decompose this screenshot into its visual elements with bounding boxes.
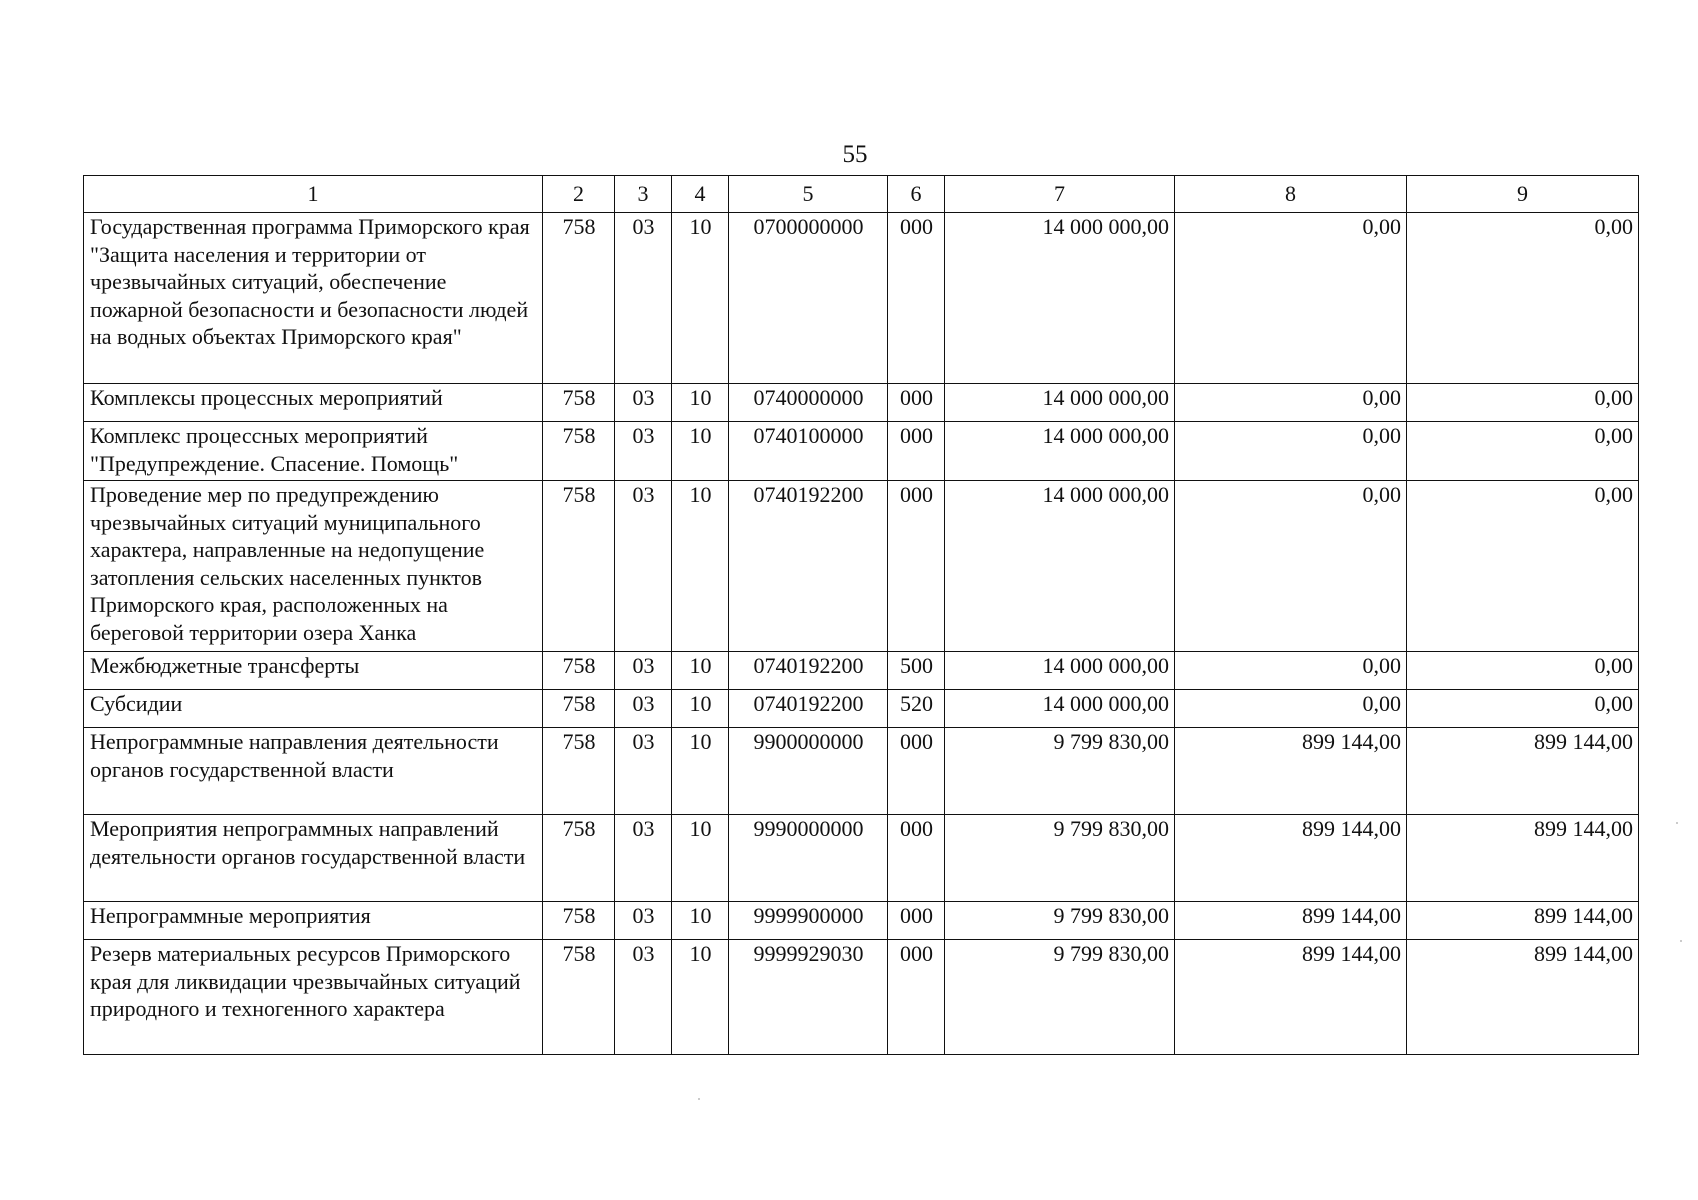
row-amount-7: 14 000 000,00 <box>945 652 1175 690</box>
row-code-4: 10 <box>672 213 729 384</box>
scan-speck <box>698 1098 700 1100</box>
row-code-4: 10 <box>672 384 729 422</box>
row-name: Резерв материальных ресурсов Приморского края для ликвидации чрезвычайных ситуаций природного и техногенного характера <box>84 940 543 1055</box>
row-code-3: 03 <box>615 213 672 384</box>
row-code-5: 0700000000 <box>729 213 888 384</box>
column-header-1: 1 <box>84 176 543 213</box>
row-amount-8: 0,00 <box>1175 652 1407 690</box>
row-amount-7: 14 000 000,00 <box>945 213 1175 384</box>
row-amount-8: 899 144,00 <box>1175 940 1407 1055</box>
table-row <box>84 422 1639 481</box>
row-code-5: 9999929030 <box>729 940 888 1055</box>
table-row <box>84 652 1639 690</box>
table-row <box>84 815 1639 902</box>
row-amount-7: 14 000 000,00 <box>945 422 1175 481</box>
row-code-2: 758 <box>543 690 615 728</box>
row-code-4: 10 <box>672 481 729 652</box>
row-amount-9: 899 144,00 <box>1407 728 1639 815</box>
row-code-5: 0740192200 <box>729 481 888 652</box>
column-header-7: 7 <box>945 176 1175 213</box>
row-amount-7: 14 000 000,00 <box>945 384 1175 422</box>
row-code-5: 9990000000 <box>729 815 888 902</box>
row-code-3: 03 <box>615 652 672 690</box>
row-code-5: 0740192200 <box>729 690 888 728</box>
row-amount-9: 0,00 <box>1407 652 1639 690</box>
row-code-3: 03 <box>615 728 672 815</box>
row-code-3: 03 <box>615 940 672 1055</box>
row-amount-9: 0,00 <box>1407 213 1639 384</box>
page-number: 55 <box>842 141 868 168</box>
row-code-4: 10 <box>672 728 729 815</box>
row-amount-9: 899 144,00 <box>1407 815 1639 902</box>
column-header-4: 4 <box>672 176 729 213</box>
row-code-6: 000 <box>888 481 945 652</box>
row-code-3: 03 <box>615 384 672 422</box>
row-amount-9: 0,00 <box>1407 384 1639 422</box>
budget-table <box>83 175 1639 1055</box>
row-name: Мероприятия непрограммных направлений деятельности органов государственной власти <box>84 815 543 902</box>
scan-speck <box>1676 822 1678 824</box>
row-code-4: 10 <box>672 815 729 902</box>
row-code-6: 000 <box>888 422 945 481</box>
column-header-3: 3 <box>615 176 672 213</box>
column-header-9: 9 <box>1407 176 1639 213</box>
row-code-5: 9999900000 <box>729 902 888 940</box>
row-amount-8: 899 144,00 <box>1175 728 1407 815</box>
row-amount-8: 0,00 <box>1175 481 1407 652</box>
row-code-6: 000 <box>888 213 945 384</box>
row-code-4: 10 <box>672 422 729 481</box>
row-code-4: 10 <box>672 940 729 1055</box>
row-code-6: 000 <box>888 940 945 1055</box>
row-code-3: 03 <box>615 902 672 940</box>
row-code-5: 9900000000 <box>729 728 888 815</box>
row-code-2: 758 <box>543 422 615 481</box>
row-amount-9: 0,00 <box>1407 481 1639 652</box>
row-amount-8: 899 144,00 <box>1175 902 1407 940</box>
row-amount-8: 0,00 <box>1175 690 1407 728</box>
table-row <box>84 728 1639 815</box>
row-amount-8: 899 144,00 <box>1175 815 1407 902</box>
row-name: Непрограммные направления деятельности органов государственной власти <box>84 728 543 815</box>
row-code-3: 03 <box>615 690 672 728</box>
row-code-2: 758 <box>543 728 615 815</box>
row-code-2: 758 <box>543 902 615 940</box>
row-amount-8: 0,00 <box>1175 213 1407 384</box>
row-amount-9: 899 144,00 <box>1407 940 1639 1055</box>
row-code-5: 0740000000 <box>729 384 888 422</box>
row-code-2: 758 <box>543 815 615 902</box>
column-header-2: 2 <box>543 176 615 213</box>
row-code-3: 03 <box>615 815 672 902</box>
row-amount-7: 9 799 830,00 <box>945 940 1175 1055</box>
row-code-6: 000 <box>888 902 945 940</box>
row-amount-7: 9 799 830,00 <box>945 728 1175 815</box>
row-code-6: 000 <box>888 384 945 422</box>
table-row <box>84 690 1639 728</box>
row-amount-9: 0,00 <box>1407 690 1639 728</box>
row-code-3: 03 <box>615 481 672 652</box>
row-name: Субсидии <box>84 690 543 728</box>
row-code-2: 758 <box>543 481 615 652</box>
row-amount-8: 0,00 <box>1175 384 1407 422</box>
row-amount-7: 9 799 830,00 <box>945 815 1175 902</box>
row-amount-7: 14 000 000,00 <box>945 481 1175 652</box>
row-code-5: 0740192200 <box>729 652 888 690</box>
row-code-4: 10 <box>672 690 729 728</box>
row-code-6: 000 <box>888 815 945 902</box>
column-header-6: 6 <box>888 176 945 213</box>
table-row <box>84 213 1639 384</box>
row-amount-8: 0,00 <box>1175 422 1407 481</box>
row-code-2: 758 <box>543 940 615 1055</box>
row-name: Комплексы процессных мероприятий <box>84 384 543 422</box>
row-amount-9: 0,00 <box>1407 422 1639 481</box>
row-name: Непрограммные мероприятия <box>84 902 543 940</box>
row-code-6: 520 <box>888 690 945 728</box>
row-code-6: 500 <box>888 652 945 690</box>
row-code-3: 03 <box>615 422 672 481</box>
row-code-4: 10 <box>672 652 729 690</box>
table-row <box>84 481 1639 652</box>
column-header-8: 8 <box>1175 176 1407 213</box>
row-code-5: 0740100000 <box>729 422 888 481</box>
row-code-2: 758 <box>543 384 615 422</box>
row-amount-9: 899 144,00 <box>1407 902 1639 940</box>
row-name: Проведение мер по предупреждению чрезвычайных ситуаций муниципального характера, направленные на недопущение затопления сельских населенных пунктов Приморского края, расположенных на береговой территории озера Ханка <box>84 481 543 652</box>
scan-speck <box>1680 940 1682 942</box>
column-number-header-row <box>84 176 1639 213</box>
row-code-4: 10 <box>672 902 729 940</box>
table-row <box>84 902 1639 940</box>
row-name: Межбюджетные трансферты <box>84 652 543 690</box>
row-code-2: 758 <box>543 652 615 690</box>
row-name: Государственная программа Приморского края "Защита населения и территории от чрезвычайных ситуаций, обеспечение пожарной безопасности и безопасности людей на водных объектах Приморского края" <box>84 213 543 384</box>
table-row <box>84 384 1639 422</box>
row-amount-7: 14 000 000,00 <box>945 690 1175 728</box>
row-code-6: 000 <box>888 728 945 815</box>
row-name: Комплекс процессных мероприятий "Предупреждение. Спасение. Помощь" <box>84 422 543 481</box>
row-code-2: 758 <box>543 213 615 384</box>
row-amount-7: 9 799 830,00 <box>945 902 1175 940</box>
table-row <box>84 940 1639 1055</box>
column-header-5: 5 <box>729 176 888 213</box>
